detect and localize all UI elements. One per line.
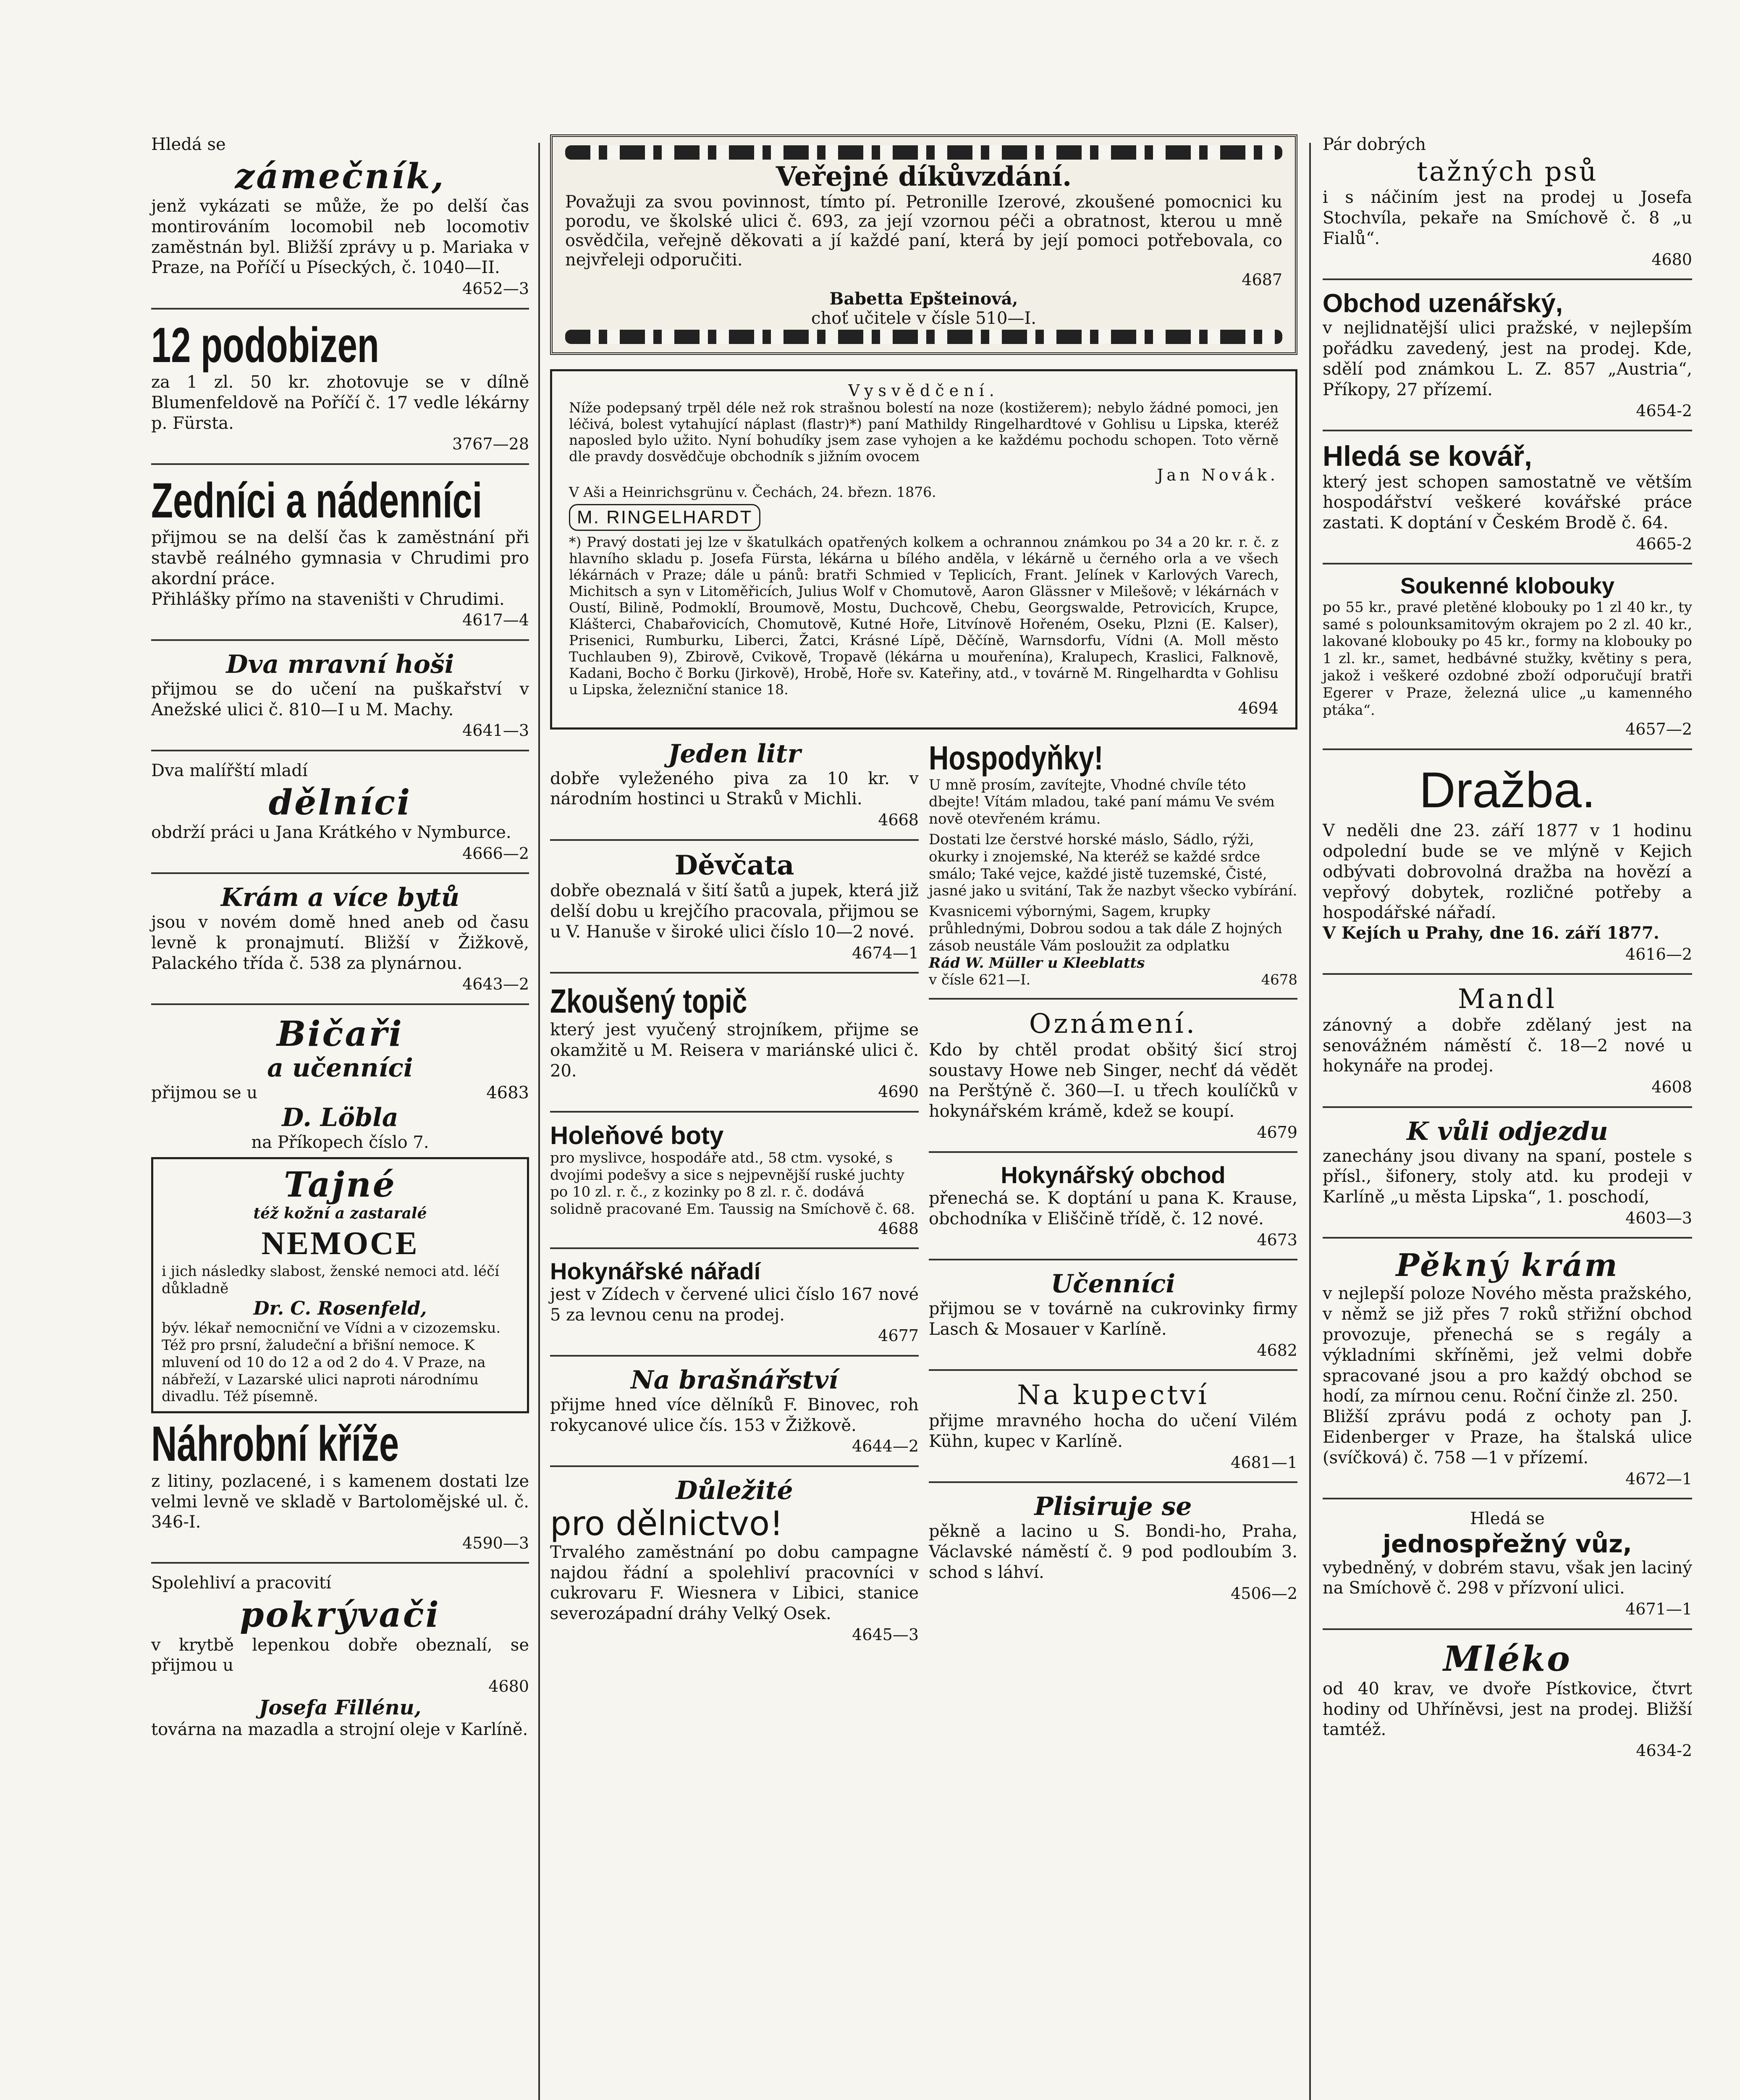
ad-body: vybedněný, v dobrém stavu, však jen laciný na Smíchově č. 298 v přízvoní ulici. (1323, 1558, 1692, 1598)
ad-subtitle: a učenníci (267, 1053, 413, 1083)
ad-number: 4645—3 (852, 1625, 919, 1644)
ad-title: tažných psů (1417, 156, 1598, 187)
ad-number: 4654-2 (1636, 401, 1692, 420)
ad-pleating (929, 1492, 1297, 1603)
ad-number: 4666—2 (462, 844, 529, 863)
ad-title: Dražba. (1419, 761, 1596, 818)
ad-body-2: Dostati lze čerstvé horské máslo, Sádlo, rýži, okurky i znojemské, Na kteréž se každé srdce smálo; Také vejce, každé jistě tuzemské, Čisté, jasné jako u svitání, Tak že nazbyt všecko vybírání. (929, 831, 1297, 900)
ad-body-2: Přihlášky přímo na staveništi v Chrudimi. (151, 589, 505, 609)
divider (929, 1369, 1297, 1371)
ringelhardt-logo: M. RINGELHARDT (569, 504, 760, 531)
ad-body-2: továrna na mazadla a strojní oleje v Karlíně. (151, 1719, 528, 1739)
ad-notice (929, 1009, 1297, 1142)
ad-body: U mně prosím, zavítejte, Vhodné chvíle této dbejte! Vítám mladou, také paní mámu Ve svém nově otevřeném krámu. (929, 776, 1275, 828)
ad-pre: Pár dobrých (1323, 135, 1426, 154)
ad-number: 4680 (488, 1677, 529, 1696)
ad-pre: Hledá se (1470, 1509, 1545, 1528)
ad-body: od 40 krav, ve dvoře Pístkovice, čtvrt hodiny od Uhříněvsi, jest na prodej. Bližší tamtéž. (1323, 1679, 1692, 1740)
divider (1323, 1498, 1692, 1499)
divider (550, 839, 919, 841)
ad-title: K vůli odjezdu (1407, 1116, 1608, 1146)
ad-number: 4652—3 (462, 279, 529, 298)
divider (550, 1465, 919, 1467)
divider (929, 998, 1297, 1000)
ad-title: Tajné (284, 1164, 396, 1205)
ad-crosses (151, 1418, 529, 1553)
ad-title-2: pro dělnictvo! (550, 1504, 784, 1543)
ornament-border (565, 145, 1282, 160)
ad-body: Kdo by chtěl prodat obšitý šicí stroj soustavy Howe neb Singer, nechť dá vědět na Perštýně č. 360—I. u třech koulíčků v hokynářském krámě, kdež se koupí. (929, 1040, 1297, 1121)
ad-title: Na brašnářství (630, 1365, 839, 1395)
column-left (151, 134, 529, 1744)
ad-title: Obchod uzenářský, (1323, 289, 1563, 318)
ad-title: Na kupectví (1017, 1379, 1209, 1411)
ad-blacksmith (1323, 441, 1692, 554)
cert-signer: Jan Novák. (1157, 466, 1279, 485)
ad-title: Krám a více bytů (220, 883, 460, 913)
ad-body: přijme mravného hocha do učení Vilém Kühn, kupec v Karlíně. (929, 1411, 1297, 1452)
divider (151, 872, 529, 874)
ad-body: zánovný a dobře zdělaný jest na senovážném náměstí č. 18—2 nové u hokynáře na prodej. (1323, 1015, 1692, 1076)
ad-locksmith (151, 134, 529, 299)
cert-body: Níže podepsaný trpěl déle než rok strašnou bolestí na noze (kostižerem); nebylo žádné pomoci, jen léčivá, bolest vytahující náplast (flastr)*) paní Mathildy Ringelhardtové v Gohlisu u Lipska, kteréž naposled bylo užito. Nyní bohudíky jsem zase vyhojen a ke každému pochodu schopen. Toto věrně dle pravdy dosvědčuje obchodník s jižním ovocem (569, 399, 1279, 465)
divider (929, 1151, 1297, 1153)
ad-title: Zedníci a nádenníci (151, 472, 482, 528)
ad-doctor: Dr. C. Rosenfeld, (253, 1297, 427, 1319)
divider (1323, 1628, 1692, 1630)
ad-pre: Hledá se (151, 135, 226, 154)
column-right (1323, 134, 1692, 1765)
divider (929, 1259, 1297, 1260)
thanks-title: Veřejné díkůvzdání. (776, 161, 1072, 192)
ad-number: 4677 (878, 1326, 919, 1345)
ad-hats (1323, 574, 1692, 739)
ad-sign-2: v čísle 621—I. (929, 971, 1031, 989)
divider (550, 1111, 919, 1113)
divider (1323, 430, 1692, 431)
ad-title: jednospřežný vůz, (1383, 1529, 1632, 1558)
middle-subcolumns (550, 740, 1297, 1649)
ad-title: Oznámení. (1029, 1008, 1198, 1040)
ad-title: 12 podobizen (151, 317, 379, 373)
cert-note: *) Pravý dostati jej lze v škatulkách opatřených kolkem a ochrannou známkou po 34 a 20 kr. r. č. z hlavního skladu p. Josefa Fürsta, lékárna u bílého anděla, v lékárně u černého orla a ve všech lékárnách v Praze; dále u pánů: bratři Schmied v Teplicích, Frant. Jelínek v Karlových Varech, Michitsch a syn v Litoměřicích, Julius Wolf v Chomutově, Aaron Glässner v Milešově; v lékárnách v Oustí, Bilině, Podmoklí, Broumově, Mostu, Duchcově, Chebu, Georgswalde, Petrovicích, Krupce, Klášterci, Chabařovicích, Chomutově, Kutné Hoře, Litvínově Hořeném, Oseku, Plzni (E. Kalser), Prisenici, Rumburku, Liberci, Žatci, Krásné Lípě, Děčíně, Warnsdorfu, Vídni (A. Moll město Tuchlauben 9), Zbirově, Cvikově, Tropavě (lékárna u mouřenína), Kralupech, Kraslici, Falknově, Kadani, Bocho č Borku (Jirkově), Hrobě, Hoře sv. Kateřiny, atd., v továrně M. Ringelhardta v Gohlisu u Lipska, železniční stanice 18. (569, 534, 1279, 698)
ad-girls (550, 850, 919, 963)
ad-whipmakers (151, 1014, 529, 1153)
ad-body: dobře vyleženého piva za 10 kr. v národním hostinci u Straků v Michli. (550, 769, 919, 809)
ad-number: 4634-2 (1636, 1741, 1692, 1760)
thanks-number: 4687 (1242, 270, 1282, 289)
ad-body: i s náčiním jest na prodej u Josefa Stochvíla, pekaře na Smíchově č. 8 „u Fialů“. (1323, 188, 1692, 248)
ad-beer (550, 740, 919, 830)
ad-number: 4683 (486, 1083, 529, 1103)
ad-dogs (1323, 134, 1692, 269)
ad-body: dobře obeznalá v šití šatů a jupek, která již delší dobu u krejčího pracovala, přijmou se u V. Hanuše v široké ulici číslo 10—2 nové. (550, 881, 919, 942)
ad-boys (151, 650, 529, 740)
ad-title: dělníci (268, 782, 412, 823)
divider (151, 463, 529, 465)
ad-name: D. Löbla (282, 1102, 398, 1132)
cert-number: 4694 (1238, 698, 1279, 717)
ad-body: i jich následky slabost, ženské nemoci atd. léčí důkladně (162, 1263, 499, 1297)
ad-body: jenž vykázati se může, že po delší čas montirováním locomobil neb locomotiv zaměstnán byl. Bližší zprávy u p. Mariaka v Praze, na Poříčí u Píseckých, č. 1040—II. (151, 197, 529, 278)
ad-saddlery (550, 1366, 919, 1456)
ad-roofers (151, 1573, 529, 1740)
divider (550, 1355, 919, 1357)
column-rule (1309, 143, 1311, 2100)
ad-title: Jeden litr (668, 739, 801, 769)
ad-title: Zkoušený topič (550, 982, 747, 1020)
divider (550, 1247, 919, 1249)
ad-title: pokrývači (240, 1595, 440, 1635)
ad-number: 4506—2 (1231, 1584, 1297, 1603)
ad-number: 4665-2 (1636, 535, 1692, 554)
ad-body: jsou v novém domě hned aneb od času levně k pronajmutí. Bližší v Žižkově, Palackého třída č. 538 za plynárnou. (151, 913, 529, 973)
certificate (550, 369, 1297, 730)
divider (1323, 748, 1692, 750)
ornament-border (565, 330, 1282, 344)
subcolumn-left (550, 740, 919, 1649)
ad-body-2: býv. lékař nemocniční ve Vídni a v cizozemsku. Též pro prsní, žaludeční a břišní nemoce. K mluvení od 10 do 12 a od 2 do 4. V Praze, na nábřeží, v Lazarské ulici naproti národnímu divadlu. Též písemně. (162, 1320, 501, 1405)
ad-title: Soukenné klobouky (1400, 573, 1615, 599)
divider (1323, 1106, 1692, 1108)
ad-title: Plisiruje se (1034, 1492, 1192, 1522)
ad-number: 4688 (878, 1219, 919, 1238)
ad-title: Mandl (1457, 984, 1557, 1015)
ad-number: 4672—1 (1625, 1469, 1692, 1488)
divider (929, 1481, 1297, 1483)
ad-number: 4657—2 (1625, 720, 1692, 739)
ad-apprentices (929, 1270, 1297, 1360)
ad-body: pro myslivce, hospodáře atd., 58 ctm. vysoké, s dvojími podešvy a sice s nejpevnější ruské juchty po 10 zl. r. č., z kozinky po 8 zl. r. č. dodává solidně pracované Em. Taussig na Smíchově č. 68. (550, 1149, 915, 1218)
ad-workers (550, 1476, 919, 1645)
divider (1323, 563, 1692, 564)
ad-title: Důležité (676, 1475, 793, 1505)
ad-title: Děvčata (674, 849, 794, 881)
ad-body: v krytbě lepenkou dobře obeznalí, se přijmou u (151, 1635, 529, 1675)
ad-cart (1323, 1509, 1692, 1619)
ad-number: 4690 (878, 1082, 919, 1101)
cert-title: Vysvědčení. (848, 381, 999, 400)
ad-body: za 1 zl. 50 kr. zhotovuje se v dílně Blumenfeldově na Poříčí č. 17 vedle lékárny p. Fürsta. (151, 373, 529, 433)
ad-number: 4644—2 (852, 1437, 919, 1456)
divider (151, 1003, 529, 1005)
ad-number: 4674—1 (852, 943, 919, 962)
ad-title: zámečník, (235, 156, 445, 197)
ad-title: Učenníci (1051, 1269, 1176, 1299)
ad-body: po 55 kr., pravé pletěné klobouky po 1 zl 40 kr., ty samé s polounksamitovým okrajem po 2 zl. 40 kr., lakované klobouky po 45 kr., formy na klobouky po 1 zl. kr., samet, hedbávné stužky, květiny s pera, jakož i veškeré ozdobné zboží odporučují bratři Egerer v Praze, železná ulice „u kamenného ptáka“. (1323, 598, 1692, 719)
divider (1323, 1237, 1692, 1239)
divider (151, 639, 529, 641)
ad-number: 4679 (1257, 1123, 1297, 1142)
ad-body: přijmou se u (151, 1083, 258, 1103)
ad-merchant (929, 1380, 1297, 1473)
divider (151, 308, 529, 310)
thanks-body: Považuji za svou povinnost, tímto pí. Petronille Izerové, zkoušené pomocnici ku porodu, ve školské ulici č. 693, za její vzornou péči a obratnost, kterou u mně osvědčila, veřejně děkovati a jí každé paní, která by její pomoci potřebovala, co nejvřeleji odporučiti. (565, 192, 1282, 270)
ad-shop (151, 883, 529, 994)
ad-milk (1323, 1639, 1692, 1761)
ad-number: 4678 (1261, 971, 1297, 989)
ad-body: přijmou se do učení na puškařství v Anežské ulici č. 810—I u M. Machy. (151, 679, 529, 719)
ad-title: Hokynářské nářadí (550, 1258, 761, 1285)
ad-number: 4617—4 (462, 611, 529, 630)
ad-sign: V Kejích u Prahy, dne 16. září 1877. (1323, 923, 1659, 943)
ad-name: Josefa Fillénu, (259, 1696, 422, 1719)
column-rule (538, 143, 540, 2100)
ad-body: který jest schopen samostatně ve větším hospodářství veškeré kovářské práce zastati. K doptání v Českém Brodě č. 64. (1323, 472, 1692, 533)
cert-place: V Aši a Heinrichsgrünu v. Čechách, 24. březn. 1876. (569, 484, 936, 501)
ad-number: 4668 (878, 811, 919, 830)
ad-body-2: Bližší zprávu podá z ochoty pan J. Eidenberger v Praze, ha štalská ulice (svíčková) č. 758 —1 v přízemí. (1323, 1407, 1692, 1467)
ad-nice-shop (1323, 1248, 1692, 1488)
ad-title: Dva mravní hoši (226, 649, 454, 679)
divider (1323, 973, 1692, 975)
ad-title-2: NEMOCE (261, 1224, 419, 1261)
ad-title: Hledá se kovář, (1323, 440, 1532, 472)
column-middle (550, 134, 1297, 1648)
ad-body: který jest vyučený strojníkem, přijme se okamžitě u M. Reisera v mariánské ulici č. 20. (550, 1020, 919, 1081)
ad-address: na Příkopech číslo 7. (251, 1132, 429, 1152)
ad-boots (550, 1122, 919, 1239)
ad-portraits (151, 319, 529, 454)
ad-departure (1323, 1117, 1692, 1228)
ad-pre: Dva malířští mladí (151, 761, 308, 780)
ad-body: z litiny, pozlacené, i s kamenem dostati lze velmi levně ve skladě v Bartolomějské ul. č. 346-I. (151, 1471, 529, 1532)
thanks-sign: Babetta Epšteinová, (829, 289, 1018, 309)
ad-number: 4603—3 (1625, 1209, 1692, 1228)
ad-number: 4643—2 (462, 975, 529, 994)
ad-diseases (151, 1157, 529, 1414)
ad-body: pěkně a lacino u S. Bondi-ho, Praha, Václavské náměstí č. 9 pod podloubím 3. schod s láhví. (929, 1522, 1297, 1582)
ad-number: 4681—1 (1231, 1453, 1297, 1472)
ad-number: 4641—3 (462, 721, 529, 740)
ad-body: obdrží práci u Jana Krátkého v Nymburce. (151, 822, 511, 842)
ad-body: jest v Zídech v červené ulici číslo 167 nové 5 za levnou cenu na prodej. (550, 1284, 919, 1325)
ad-mangle (1323, 984, 1692, 1097)
ad-number: 4673 (1257, 1230, 1297, 1249)
divider (151, 750, 529, 751)
ad-subtitle: též kožní a zastaralé (253, 1204, 427, 1222)
ad-title: Mléko (1443, 1638, 1572, 1679)
thanks-sign-2: choť učitele v čísle 510—I. (811, 308, 1036, 328)
ad-number: 3767—28 (452, 435, 529, 454)
ad-housewives (929, 740, 1297, 989)
ad-number: 4590—3 (462, 1534, 529, 1553)
ad-title: Pěkný krám (1396, 1247, 1619, 1284)
ad-body: přenechá se. K doptání u pana K. Krause, obchodníka v Eliščině třídě, č. 12 nové. (929, 1188, 1297, 1228)
ad-body-3: Kvasnicemi výbornými, Sagem, krupky průhlednými, Dobrou sodou a tak dále Z hojných zásob neustále Vám posloužit za odplatku (929, 903, 1282, 954)
ad-body: v nejlidnatější ulici pražské, v nejlepším pořádku zavedený, jest na prodej. Kde, sdělí pod známkou L. Z. 857 „Austria“, Příkopy, 27 přízemí. (1323, 318, 1692, 399)
ad-pre: Spolehliví a pracovití (151, 1573, 331, 1593)
ad-body: přijmou se v továrně na cukrovinky firmy Lasch & Mosauer v Karlíně. (929, 1299, 1297, 1339)
ad-auction (1323, 759, 1692, 964)
ad-number: 4616—2 (1625, 945, 1692, 963)
ad-title: Bičaři (277, 1013, 404, 1054)
ad-number: 4608 (1651, 1078, 1692, 1097)
ad-grocer-tools (550, 1258, 919, 1346)
divider (1323, 278, 1692, 280)
ad-stoker (550, 983, 919, 1102)
ad-number: 4680 (1651, 250, 1692, 269)
divider (550, 972, 919, 974)
ad-body: zanechány jsou divany na spaní, postele s přísl., šifonery, stoly atd. ku prodeji v Karlíně „u města Lipska“, 1. poschodí, (1323, 1146, 1692, 1207)
ad-body: V neděli dne 23. září 1877 v 1 hodinu odpolední bude se ve mlýně v Kejich odbývati dobrovolná dražba na hovězí a vepřový dobytek, rozličné potřeby a hospodářské nářadí. (1323, 821, 1692, 923)
ad-title: Holeňové boty (550, 1121, 724, 1150)
ad-title: Hokynářský obchod (1001, 1162, 1226, 1189)
ad-masons (151, 474, 529, 630)
public-thanks (550, 134, 1297, 355)
ad-body: v nejlepší poloze Nového města pražského, v němž se již přes 7 roků střižní obchod provozuje, přenechá se s regály a výkladními skříněmi, jež velmi dobře spracované jsou a pro každý obchod se hodí, za mírnou cenu. Roční činže zl. 250. (1323, 1284, 1692, 1406)
ad-butcher-shop (1323, 289, 1692, 420)
divider (151, 1562, 529, 1564)
ad-title: Náhrobní kříže (151, 1416, 399, 1472)
ad-grocer-shop (929, 1162, 1297, 1250)
ad-body: přijmou se na delší čas k zaměstnání při stavbě reálného gymnasia v Chrudimi pro akordní práce. (151, 528, 529, 588)
ad-title: Hospodyňky! (929, 739, 1103, 777)
ad-number: 4671—1 (1625, 1600, 1692, 1619)
ad-painters (151, 761, 529, 863)
ad-number: 4682 (1257, 1341, 1297, 1360)
subcolumn-right (929, 740, 1297, 1649)
ad-body: přijme hned více dělníků F. Binovec, roh rokycanové ulice čís. 153 v Žižkově. (550, 1395, 919, 1435)
ad-body: Trvalého zaměstnání po dobu campagne najdou řádní a spolehliví pracovníci v cukrovaru F. Wiesnera v Libici, stanice severozápadní dráhy Velký Osek. (550, 1542, 919, 1624)
ad-sign: Rád W. Müller u Kleeblatts (929, 954, 1145, 971)
